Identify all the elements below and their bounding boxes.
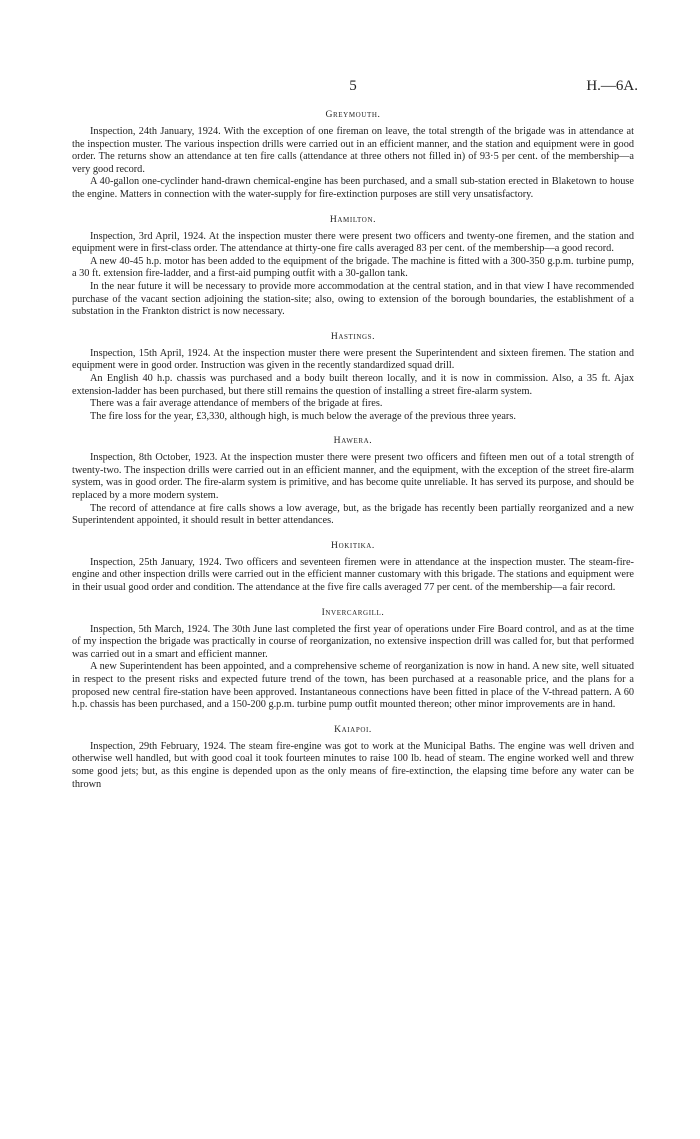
paragraph: Inspection, 29th February, 1924. The steam fire-engine was got to work at the Municipal Baths. The engine was well driven and otherwise well handled, but with good coal it took fourteen minutes to raise 100 lb. head of steam. The engine worked well and threw some good jets; but, as this engine is depended upon as the only means of fire-extinction, the elapsing time before any water can be thrown <box>72 740 634 790</box>
section-title: Hastings. <box>330 330 376 342</box>
paragraph: The record of attendance at fire calls shows a low average, but, as the brigade has recently been partially reorganized and a new Superintendent appointed, it should result in better attendances. <box>72 502 634 527</box>
paragraph: Inspection, 15th April, 1924. At the inspection muster there were present the Superintendent and sixteen firemen. The station and equipment were in good order. Instruction was given in the recently standardized squad drill. <box>72 347 634 372</box>
section-kaiapoi <box>72 724 634 791</box>
paragraph: The fire loss for the year, £3,330, although high, is much below the average of the previous three years. <box>90 410 516 422</box>
paragraph: A 40-gallon one-cyclinder hand-drawn chemical-engine has been purchased, and a small sub-station erected in Blaketown to house the engine. Matters in connection with the water-supply for fire-extinction purposes are still very unsatisfactory. <box>72 176 634 200</box>
paragraph: Inspection, 5th March, 1924. The 30th June last completed the first year of operations under Fire Board control, and as at the time of my inspection the brigade was practically in course of reorganization, no extensive inspection drill was called for, but that performed was carried out in a smart and efficient manner. <box>72 623 634 660</box>
paragraph: Inspection, 8th October, 1923. At the inspection muster there were present two officers and fifteen men out of a total strength of twenty-two. The inspection drills were carried out in an efficient manner, and the equipment, with the exception of the street fire-alarm system, was in good order. The fire-alarm system is primitive, and has become quite unreliable. It has served its purpose, and should be replaced by a more modern system. <box>72 452 634 502</box>
section-title: Hawera. <box>333 435 373 447</box>
paragraph: Inspection, 24th January, 1924. With the exception of one fireman on leave, the total strength of the brigade was in attendance at the inspection muster. The various inspection drills were carried out in an efficient manner, and the station and equipment were in good order. The returns show an attendance at ten fire calls (attendance at three others not filled in) of 93·5 per cent. of the membership—a very good record. <box>72 126 634 175</box>
section-title: Invercargill. <box>321 606 385 618</box>
section-hawera <box>72 435 634 528</box>
section-hokitika <box>72 540 634 595</box>
section-title: Kaiapoi. <box>334 723 372 735</box>
section-hastings <box>72 331 634 424</box>
section-title: Greymouth. <box>325 109 381 120</box>
section-hamilton <box>72 214 634 319</box>
page-header <box>72 78 638 98</box>
section-title: Hokitika. <box>331 539 375 551</box>
paragraph: Inspection, 3rd April, 1924. At the inspection muster there were present two officers and twenty-one firemen, and the station and equipment were in first-class order. The attendance at thirty-one fire calls averaged 83 per cent. of the membership—a good record. <box>72 230 634 255</box>
paragraph: Inspection, 25th January, 1924. Two officers and seventeen firemen were in attendance at the inspection muster. The steam-fire-engine and other inspection drills were carried out in the efficient manner customary with this brigade. The stations and equipment were in their usual good order and condition. The attendance at the five fire calls averaged 77 per cent. of the membership—a fair record. <box>72 556 634 594</box>
section-greymouth <box>72 109 634 202</box>
section-title: Hamilton. <box>329 213 377 225</box>
document-body <box>72 109 634 803</box>
paragraph: In the near future it will be necessary to provide more accommodation at the central station, and in that view I have recommended purchase of the vacant section adjoining the station-site; also, owing to extension of the borough boundaries, the establishment of a substation in the Frankton district is now necessary. <box>72 280 634 318</box>
page-number: 5 <box>349 78 357 94</box>
paragraph: A new 40-45 h.p. motor has been added to the equipment of the brigade. The machine is fitted with a 300-350 g.p.m. turbine pump, a 30 ft. extension fire-ladder, and a first-aid pumping outfit with a 30-gallon tank. <box>72 255 634 280</box>
paragraph: A new Superintendent has been appointed, and a comprehensive scheme of reorganization is now in hand. A new site, well situated in respect to the present risks and expected future trend of the town, has been purchased at a reasonable price, and the plans for a proposed new central fire-station have been approved. Instantaneous connections have been fitted in place of the V-thread pattern. A 60 h.p. chassis has been purchased, and a 150-200 g.p.m. turbine pump outfit mounted thereon; other minor improvements are in hand. <box>72 661 634 711</box>
section-invercargill <box>72 607 634 712</box>
paragraph: An English 40 h.p. chassis was purchased and a body built thereon locally, and it is now in commission. Also, a 35 ft. Ajax extension-ladder has been purchased, but there still remains the question of installing a street fire-alarm system. <box>72 372 634 397</box>
document-reference: H.—6A. <box>586 78 638 94</box>
paragraph: There was a fair average attendance of members of the brigade at fires. <box>90 398 383 410</box>
